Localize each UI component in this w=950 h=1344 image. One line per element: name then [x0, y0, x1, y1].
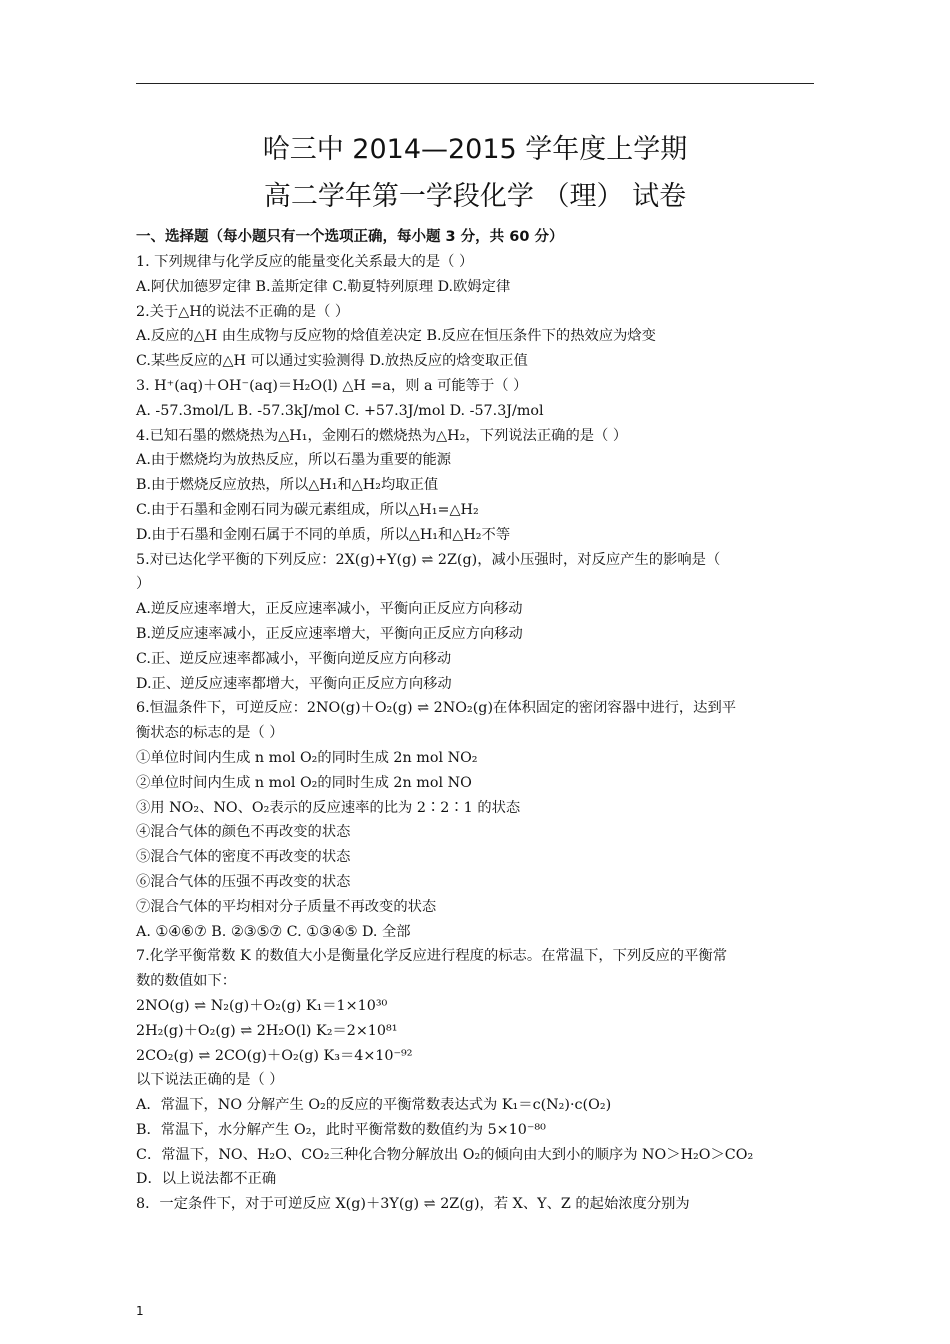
text-line: ③用 NO₂、NO、O₂表示的反应速率的比为 2∶2∶1 的状态 — [136, 799, 521, 816]
text-line: 2.关于△H的说法不正确的是（ ） — [136, 303, 350, 320]
text-line: ⑦混合气体的平均相对分子质量不再改变的状态 — [136, 898, 437, 915]
text-line: 3. H⁺(aq)＋OH⁻(aq)＝H₂O(l) △H =a，则 a 可能等于（ ） — [136, 377, 528, 394]
text-line: C.某些反应的△H 可以通过实验测得 D.放热反应的焓变取正值 — [136, 353, 528, 370]
text-line: 2NO(g) ⇌ N₂(g)＋O₂(g) K₁＝1×10³⁰ — [136, 997, 388, 1014]
text-line: 2CO₂(g) ⇌ 2CO(g)＋O₂(g) K₃＝4×10⁻⁹² — [136, 1047, 413, 1064]
text-line: 1. 下列规律与化学反应的能量变化关系最大的是（ ） — [136, 254, 474, 270]
text-line: A.阿伏加德罗定律 B.盖斯定律 C.勒夏特列原理 D.欧姆定律 — [136, 278, 511, 295]
text-line: A．常温下，NO 分解产生 O₂的反应的平衡常数表达式为 K₁＝c(N₂)·c(O₂) — [136, 1097, 612, 1114]
text-line: 6.恒温条件下，可逆反应：2NO(g)＋O₂(g) ⇌ 2NO₂(g)在体积固定的密闭容器中进行，达到平 — [136, 700, 737, 717]
text-line: 5.对已达化学平衡的下列反应：2X(g)+Y(g) ⇌ 2Z(g)，减小压强时，对反应产生的影响是（ — [136, 551, 721, 568]
text-line: 8．一定条件下，对于可逆反应 X(g)＋3Y(g) ⇌ 2Z(g)，若 X、Y、Z 的起始浓度分别为 — [136, 1196, 690, 1213]
question-body — [136, 250, 816, 1217]
page-number: 1 — [136, 1304, 144, 1318]
text-line: A. -57.3mol/L B. -57.3kJ/mol C. +57.3J/mol D. -57.3J/mol — [136, 402, 544, 419]
section-heading: 一、选择题（每小题只有一个选项正确，每小题 3 分，共 60 分） — [136, 229, 564, 245]
text-line: D.由于石墨和金刚石属于不同的单质，所以△H₁和△H₂不等 — [136, 526, 511, 543]
text-line: B．常温下，水分解产生 O₂，此时平衡常数的数值约为 5×10⁻⁸⁰ — [136, 1121, 546, 1138]
text-line: D．以上说法都不正确 — [136, 1171, 277, 1188]
text-line: D.正、逆反应速率都增大，平衡向正反应方向移动 — [136, 675, 452, 692]
text-line: 衡状态的标志的是（ ） — [136, 725, 284, 742]
text-line: 4.已知石墨的燃烧热为△H₁，金刚石的燃烧热为△H₂，下列说法正确的是（ ） — [136, 427, 628, 444]
text-line: 以下说法正确的是（ ） — [136, 1072, 284, 1089]
text-line: ⑤混合气体的密度不再改变的状态 — [136, 849, 351, 866]
text-line: C．常温下，NO、H₂O、CO₂三种化合物分解放出 O₂的倾向由大到小的顺序为 NO＞H₂O＞CO₂ — [136, 1146, 754, 1163]
text-line: ④混合气体的颜色不再改变的状态 — [136, 824, 351, 841]
text-line: 7.化学平衡常数 K 的数值大小是衡量化学反应进行程度的标志。在常温下，下列反应的平衡常 — [136, 948, 727, 965]
exam-subtitle: 高二学年第一学段化学 （理） 试卷 — [263, 181, 687, 212]
exam-title: 哈三中 2014—2015 学年度上学期 — [262, 134, 688, 165]
header-rule — [136, 83, 814, 84]
text-line: A. ①④⑥⑦ B. ②③⑤⑦ C. ①③④⑤ D. 全部 — [136, 923, 411, 940]
text-line: C.由于石墨和金刚石同为碳元素组成，所以△H₁=△H₂ — [136, 501, 479, 518]
text-line: A.逆反应速率增大，正反应速率减小，平衡向正反应方向移动 — [136, 601, 523, 618]
text-line: ） — [136, 576, 151, 593]
text-line: A.由于燃烧均为放热反应，所以石墨为重要的能源 — [136, 452, 452, 469]
text-line: B.由于燃烧反应放热，所以△H₁和△H₂均取正值 — [136, 477, 439, 494]
text-line: ⑥混合气体的压强不再改变的状态 — [136, 873, 351, 890]
text-line: 2H₂(g)＋O₂(g) ⇌ 2H₂O(l) K₂＝2×10⁸¹ — [136, 1022, 398, 1039]
text-line: A.反应的△H 由生成物与反应物的焓值差决定 B.反应在恒压条件下的热效应为焓变 — [136, 328, 656, 345]
text-line: ①单位时间内生成 n mol O₂的同时生成 2n mol NO₂ — [136, 749, 478, 766]
text-line: B.逆反应速率减小，正反应速率增大，平衡向正反应方向移动 — [136, 625, 523, 642]
text-line: C.正、逆反应速率都减小，平衡向逆反应方向移动 — [136, 650, 452, 667]
text-line: ②单位时间内生成 n mol O₂的同时生成 2n mol NO — [136, 774, 472, 791]
text-line: 数的数值如下： — [136, 973, 237, 990]
